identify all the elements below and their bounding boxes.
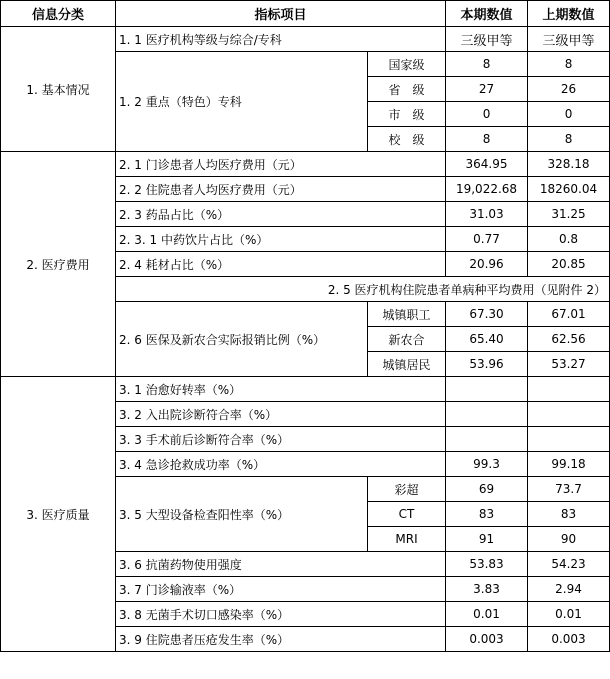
previous-value: 83: [528, 502, 610, 527]
previous-value: 26: [528, 77, 610, 102]
previous-value: 90: [528, 527, 610, 552]
current-value: 99.3: [446, 452, 528, 477]
current-value: 19,022.68: [446, 177, 528, 202]
header-previous: 上期数值: [528, 1, 610, 27]
previous-value: 0.01: [528, 602, 610, 627]
previous-value: 53.27: [528, 352, 610, 377]
current-value: 0.77: [446, 227, 528, 252]
indicator-label: 1. 2 重点（特色）专科: [116, 52, 368, 152]
previous-value: [528, 402, 610, 427]
sub-label: 新农合: [368, 327, 446, 352]
sub-label: 省 级: [368, 77, 446, 102]
previous-value: 54.23: [528, 552, 610, 577]
current-value: 27: [446, 77, 528, 102]
indicator-label: 3. 1 治愈好转率（%）: [116, 377, 446, 402]
previous-value: 328.18: [528, 152, 610, 177]
previous-value: 8: [528, 127, 610, 152]
current-value: 364.95: [446, 152, 528, 177]
indicator-label: 2. 4 耗材占比（%）: [116, 252, 446, 277]
previous-value: 31.25: [528, 202, 610, 227]
indicator-label: 2. 5 医疗机构住院患者单病种平均费用（见附件 2）: [116, 277, 610, 302]
indicator-label: 3. 5 大型设备检查阳性率（%）: [116, 477, 368, 552]
sub-label: MRI: [368, 527, 446, 552]
indicator-label: 3. 2 入出院诊断符合率（%）: [116, 402, 446, 427]
previous-value: 62.56: [528, 327, 610, 352]
previous-value: [528, 427, 610, 452]
indicator-label: 2. 6 医保及新农合实际报销比例（%）: [116, 302, 368, 377]
current-value: [446, 377, 528, 402]
previous-value: 73.7: [528, 477, 610, 502]
current-value: 8: [446, 127, 528, 152]
sub-label: CT: [368, 502, 446, 527]
current-value: 3.83: [446, 577, 528, 602]
current-value: 65.40: [446, 327, 528, 352]
previous-value: 8: [528, 52, 610, 77]
current-value: 三级甲等: [446, 27, 528, 52]
current-value: [446, 427, 528, 452]
section-basic: 1. 基本情况: [1, 27, 116, 152]
current-value: 0.003: [446, 627, 528, 652]
previous-value: 67.01: [528, 302, 610, 327]
previous-value: 三级甲等: [528, 27, 610, 52]
current-value: 53.83: [446, 552, 528, 577]
sub-label: 彩超: [368, 477, 446, 502]
current-value: 53.96: [446, 352, 528, 377]
header-indicator: 指标项目: [116, 1, 446, 27]
current-value: 8: [446, 52, 528, 77]
previous-value: 0: [528, 102, 610, 127]
current-value: [446, 402, 528, 427]
indicator-label: 2. 1 门诊患者人均医疗费用（元）: [116, 152, 446, 177]
previous-value: 20.85: [528, 252, 610, 277]
indicator-label: 3. 7 门诊输液率（%）: [116, 577, 446, 602]
indicator-label: 3. 9 住院患者压疮发生率（%）: [116, 627, 446, 652]
sub-label: 校 级: [368, 127, 446, 152]
current-value: 67.30: [446, 302, 528, 327]
header-category: 信息分类: [1, 1, 116, 27]
current-value: 0: [446, 102, 528, 127]
current-value: 20.96: [446, 252, 528, 277]
current-value: 83: [446, 502, 528, 527]
indicator-label: 3. 3 手术前后诊断符合率（%）: [116, 427, 446, 452]
header-row: [1, 1, 610, 27]
current-value: 0.01: [446, 602, 528, 627]
previous-value: 0.003: [528, 627, 610, 652]
previous-value: 99.18: [528, 452, 610, 477]
indicator-label: 1. 1 医疗机构等级与综合/专科: [116, 27, 446, 52]
previous-value: [528, 377, 610, 402]
indicator-label: 3. 8 无菌手术切口感染率（%）: [116, 602, 446, 627]
indicator-label: 2. 3 药品占比（%）: [116, 202, 446, 227]
sub-label: 市 级: [368, 102, 446, 127]
section-quality: 3. 医疗质量: [1, 377, 116, 652]
current-value: 31.03: [446, 202, 528, 227]
previous-value: 2.94: [528, 577, 610, 602]
sub-label: 城镇职工: [368, 302, 446, 327]
indicator-label: 2. 3. 1 中药饮片占比（%）: [116, 227, 446, 252]
indicator-label: 2. 2 住院患者人均医疗费用（元）: [116, 177, 446, 202]
previous-value: 0.8: [528, 227, 610, 252]
table-row: [1, 152, 610, 177]
sub-label: 国家级: [368, 52, 446, 77]
previous-value: 18260.04: [528, 177, 610, 202]
indicator-label: 3. 4 急诊抢救成功率（%）: [116, 452, 446, 477]
section-cost: 2. 医疗费用: [1, 152, 116, 377]
table-row: [1, 377, 610, 402]
sub-label: 城镇居民: [368, 352, 446, 377]
table-row: [1, 27, 610, 52]
header-current: 本期数值: [446, 1, 528, 27]
current-value: 69: [446, 477, 528, 502]
indicator-label: 3. 6 抗菌药物使用强度: [116, 552, 446, 577]
current-value: 91: [446, 527, 528, 552]
